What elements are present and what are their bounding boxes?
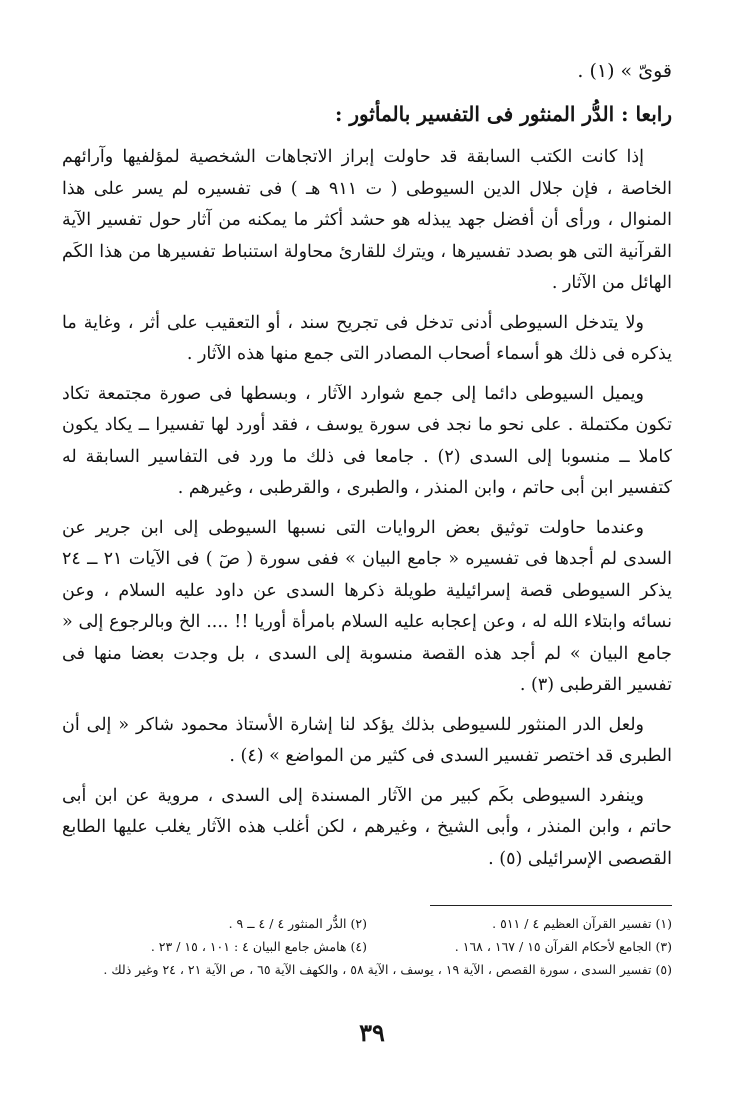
footnotes [62, 912, 672, 981]
body-text [62, 142, 672, 883]
paragraph: إذا كانت الكتب السابقة قد حاولت إبراز الاتجاهات الشخصية لمؤلفيها وآرائهم الخاصة ، فإن جلال الدين السيوطى ( ت ٩١١ هـ ) فى تفسيره لم يسر على هذا المنوال ، ورأى أن أفضل جهد يبذله هو حشد أكثر ما يمكنه من آثار حول تفسير الآية القرآنية التى هو بصدد تفسيرها ، ويترك للقارئ محاولة استنباط تفسيرها من هذا الكَم الهائل من الآثار . [62, 147, 672, 293]
page-number: ٣٩ [359, 1018, 385, 1047]
paragraph: ولعل الدر المنثور للسيوطى بذلك يؤكد لنا إشارة الأستاذ محمود شاكر « إلى أن الطبرى قد اختصر تفسير السدى فى كثير من المواضع » (٤) . [62, 714, 672, 766]
paragraph: وينفرد السيوطى بكَم كبير من الآثار المسندة إلى السدى ، مروية عن ابن أبى حاتم ، وابن المنذر ، وأبى الشيخ ، وغيرهم ، لكن أغلب هذه الآثار يغلب عليها الطابع القصصى الإسرائيلى (٥) . [62, 785, 672, 869]
footnote-row [62, 935, 672, 958]
footnote-3: (٣) الجامع لأحكام القرآن ١٥ / ١٦٧ ، ١٦٨ . [454, 939, 672, 954]
footnote-2: (٢) الدُّر المنثور ٤ / ٤ ــ ٩ . [228, 916, 367, 931]
paragraph: ويميل السيوطى دائما إلى جمع شوارد الآثار ، وبسطها فى صورة مجتمعة تكاد تكون مكتملة . على نحو ما نجد فى سورة يوسف ، فقد أورد لها تفسيرا ــ يكاد يكون كاملا ــ منسوبا إلى السدى (٢) . جامعا فى ذلك ما ورد فى التفاسير السابقة له كتفسير ابن أبى حاتم ، وابن المنذر ، والطبرى ، والقرطبى ، وغيرهم . [62, 383, 672, 498]
footnote-separator [430, 905, 672, 906]
section-heading: رابعا : الدُّر المنثور فى التفسير بالمأثور : [334, 102, 672, 126]
paragraph: ولا يتدخل السيوطى أدنى تدخل فى تجريح سند ، أو التعقيب على أثر ، وغاية ما يذكره فى ذلك هو أسماء أصحاب المصادر التى جمع منها هذه الآثار . [62, 312, 672, 364]
footnote-1: (١) تفسير القرآن العظيم ٤ / ٥١١ . [492, 916, 672, 931]
footnote-4: (٤) هامش جامع البيان ٤ : ١٠١ ، ١٥ / ٢٣ . [150, 939, 367, 954]
footnote-row [62, 912, 672, 935]
continued-line: قوىّ » (١) . [577, 60, 672, 82]
paragraph: وعندما حاولت توثيق بعض الروايات التى نسبها السيوطى إلى ابن جرير عن السدى لم أجدها فى تفسيره « جامع البيان » ففى سورة ( صٓ ) فى الآيات ٢١ ــ ٢٤ يذكر السيوطى قصة إسرائيلية طويلة ذكرها السدى عن داود عليه السلام ، وعن نسائه وابتلاء الله له ، وعن إعجابه عليه السلام بامرأة أوريا !! .... الخ وبالرجوع إلى « جامع البيان » لم أجد هذه القصة منسوبة إلى السدى ، بل وجدت بعضا منها فى تفسير القرطبى (٣) . [62, 517, 672, 695]
footnote-5: (٥) تفسير السدى ، سورة القصص ، الآية ١٩ ، يوسف ، الآية ٥٨ ، والكهف الآية ٦٥ ، ص الآية ٢١ ، ٢٤ وغير ذلك . [103, 962, 672, 977]
